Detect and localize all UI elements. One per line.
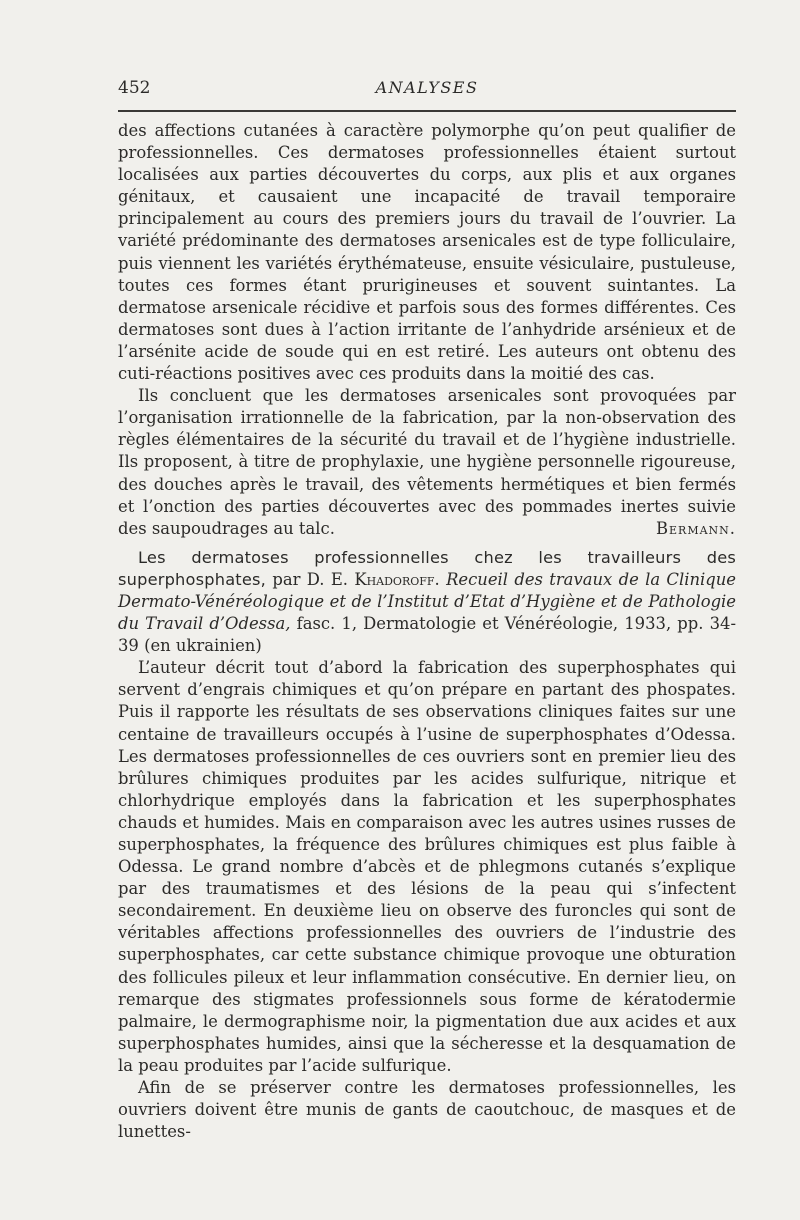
entry-title: Les dermatoses professionnelles chez les travailleurs des superphosphates, bbox=[118, 547, 736, 589]
entry-heading bbox=[118, 547, 736, 657]
review-paragraph-2-text: Ils concluent que les dermatoses arsenicales sont provoquées par l’organisation irrationnelle de la fabrication, par la non-observation des règles élémentaires de la sécurité du travail et de l’hygiène industrielle. Ils proposent, à titre de prophylaxie, une hygiène personnelle rigoureuse, des douches après le travail, des vêtements hermétiques et bien fermés et l’onction des parties découvertes avec des pommades inertes suivie des saupoudrages au talc. bbox=[118, 386, 736, 538]
entry-author-prefix: par D. E. bbox=[272, 569, 348, 589]
review-paragraph-1: des affections cutanées à caractère polymorphe qu’on peut qualifier de professionnelles. Ces dermatoses professionnelles étaient surtout localisées aux parties découvertes du corps, aux plis et aux organes génitaux, et causaient une incapacité de travail temporaire principalement au cours des premiers jours du travail de l’ouvrier. La variété prédominante des dermatoses arsenicales est de type folliculaire, puis viennent les variétés érythémateuse, ensuite vésiculaire, pustuleuse, toutes ces formes étant prurigineuses et souvent suintantes. La dermatose arsenicale récidive et parfois sous des formes différentes. Ces dermatoses sont dues à l’action irritante de l’anhydride arsénieux et de l’arsénite acide de soude qui en est retiré. Les auteurs ont obtenu des cuti-réactions positives avec ces produits dans la moitié des cas. bbox=[118, 121, 736, 384]
entry-journal: Recueil des travaux de la Clinique Dermato-Vénéréologique et de l’Institut d’Etat d’Hygiène et de Pathologie du Travail d’Odessa, bbox=[118, 569, 737, 634]
reviewer-signature: Bermann. bbox=[655, 518, 736, 538]
running-title: ANALYSES bbox=[375, 78, 479, 97]
page-body bbox=[118, 120, 736, 1143]
page-number: 452 bbox=[118, 78, 151, 98]
review-paragraph-2 bbox=[118, 385, 736, 540]
entry-paragraph-1: L’auteur décrit tout d’abord la fabrication des superphosphates qui servent d’engrais chimiques et qu’on prépare en partant des phospates. Puis il rapporte les résultats de ses observations cliniques faites sur une centaine de travailleurs occupés à l’usine de superphosphates d’Odessa. Les dermatoses professionnelles de ces ouvriers sont en premier lieu des brûlures chimiques produites par les acides sulfurique, nitrique et chlorhydrique employés dans la fabrication et les superphosphates chauds et humides. Mais en comparaison avec les autres usines russes de superphosphates, la fréquence des brûlures chimiques est plus faible à Odessa. Le grand nombre d’abcès et de phlegmons cutanés s’explique par des traumatismes et des lésions de la peau qui s’infectent secondairement. En deuxième lieu on observe des furoncles qui sont de véritables affections professionnelles des ouvriers de l’industrie des superphosphates, car cette substance chimique provoque une obturation des follicules pileux et leur inflammation consécutive. En dernier lieu, on remarque des stigmates professionnels sous forme de kératodermie palmaire, le dermographisme noir, la pigmentation due aux acides et aux superphosphates humides, ainsi que la sécheresse et la desquamation de la peau produites par l’acide sulfurique. bbox=[118, 658, 736, 1075]
header-rule bbox=[118, 110, 736, 112]
page-header bbox=[118, 78, 736, 104]
entry-author: Khadoroff. bbox=[354, 569, 440, 589]
entry-citation: fasc. 1, Dermatologie et Vénéréologie, 1933, pp. 34-39 (en ukrainien) bbox=[118, 614, 736, 656]
entry-paragraph-2: Afin de se préserver contre les dermatoses professionnelles, les ouvriers doivent être munis de gants de caoutchouc, de masques et de lunettes- bbox=[118, 1078, 736, 1142]
